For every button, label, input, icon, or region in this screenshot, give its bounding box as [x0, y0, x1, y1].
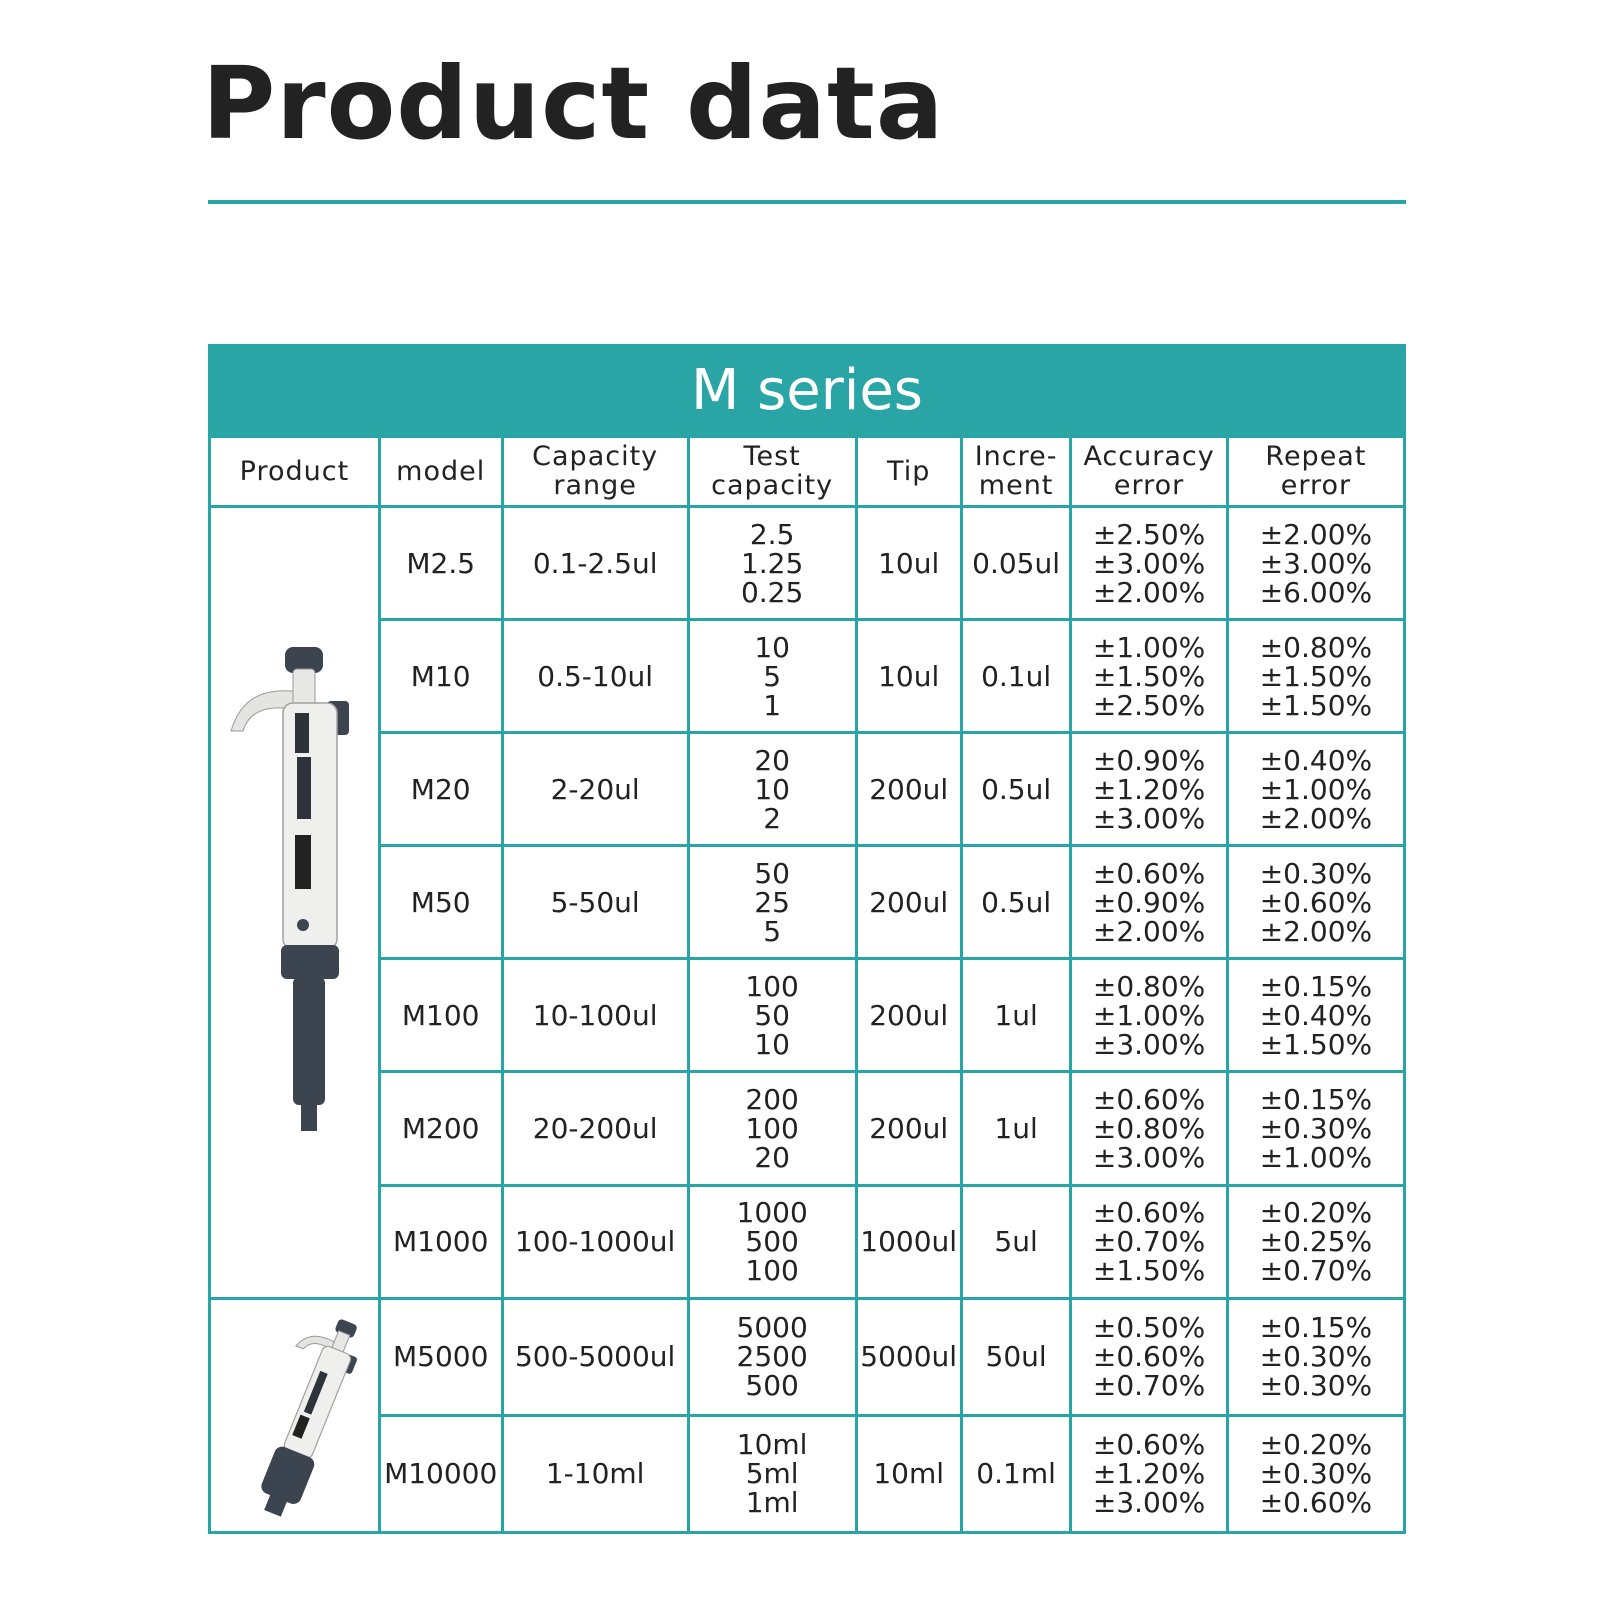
test-capacity-cell — [688, 620, 856, 733]
increment-cell: 5ul — [961, 1185, 1070, 1298]
capacity-range-cell: 20-200ul — [502, 1072, 688, 1185]
repeat-error-cell-value: ±0.15% — [1259, 1082, 1373, 1116]
repeat-error-cell-value: ±0.20% — [1259, 1428, 1373, 1462]
m-series-spec-table — [208, 344, 1406, 1534]
test-capacity-cell-value: 1ml — [745, 1486, 799, 1520]
accuracy-error-cell — [1071, 846, 1228, 959]
page-title: Product data — [202, 45, 945, 162]
repeat-error-cell — [1227, 1185, 1404, 1298]
repeat-error-cell-value: ±1.50% — [1259, 659, 1373, 693]
table-row — [210, 1298, 1405, 1415]
model-cell: M1000 — [379, 1185, 502, 1298]
test-capacity-cell — [688, 1415, 856, 1532]
accuracy-error-cell-value: ±0.60% — [1092, 1340, 1206, 1374]
tip-cell: 10ul — [856, 620, 961, 733]
repeat-error-cell-value: ±0.15% — [1259, 1311, 1373, 1345]
accuracy-error-cell-value: ±0.60% — [1092, 1082, 1206, 1116]
test-capacity-cell-value: 0.25 — [740, 575, 804, 609]
table-row — [210, 733, 1405, 846]
tip-cell: 10ml — [856, 1415, 961, 1532]
header-test-capacity-line: capacity — [711, 470, 834, 502]
tip-cell: 200ul — [856, 1072, 961, 1185]
table-row — [210, 959, 1405, 1072]
header-repeat-error-line: Repeat — [1265, 441, 1367, 473]
capacity-range-cell: 1-10ml — [502, 1415, 688, 1532]
test-capacity-cell-value: 1 — [763, 688, 782, 722]
repeat-error-cell-value: ±6.00% — [1259, 575, 1373, 609]
capacity-range-cell: 10-100ul — [502, 959, 688, 1072]
accuracy-error-cell-value: ±0.60% — [1092, 856, 1206, 890]
accuracy-error-cell-value: ±0.70% — [1092, 1225, 1206, 1259]
test-capacity-cell-value: 5000 — [736, 1311, 808, 1345]
increment-cell: 1ul — [961, 959, 1070, 1072]
capacity-range-cell: 0.5-10ul — [502, 620, 688, 733]
header-increment-line: Incre- — [974, 441, 1058, 473]
capacity-range-cell: 100-1000ul — [502, 1185, 688, 1298]
repeat-error-cell-value: ±0.60% — [1259, 1486, 1373, 1520]
test-capacity-cell-value: 500 — [745, 1225, 799, 1259]
test-capacity-cell-value: 200 — [745, 1082, 799, 1116]
test-capacity-cell-value: 5ml — [745, 1457, 799, 1491]
accuracy-error-cell-value: ±0.60% — [1092, 1428, 1206, 1462]
tip-cell: 200ul — [856, 959, 961, 1072]
repeat-error-cell-value: ±1.00% — [1259, 1140, 1373, 1174]
capacity-range-cell: 5-50ul — [502, 846, 688, 959]
table-row — [210, 1415, 1405, 1532]
accuracy-error-cell-value: ±1.50% — [1092, 659, 1206, 693]
accuracy-error-cell-value: ±0.90% — [1092, 743, 1206, 777]
test-capacity-cell-value: 2.5 — [749, 517, 795, 551]
test-capacity-cell-value: 5 — [763, 914, 782, 948]
accuracy-error-cell-value: ±0.50% — [1092, 1311, 1206, 1345]
title-divider — [208, 200, 1406, 204]
repeat-error-cell-value: ±0.40% — [1259, 998, 1373, 1032]
accuracy-error-cell-value: ±1.50% — [1092, 1254, 1206, 1288]
pipette-image — [219, 1302, 369, 1522]
test-capacity-cell-value: 25 — [754, 885, 790, 919]
tip-cell: 200ul — [856, 846, 961, 959]
repeat-error-cell — [1227, 506, 1404, 619]
accuracy-error-cell-value: ±0.70% — [1092, 1369, 1206, 1403]
table-row — [210, 506, 1405, 619]
pipette-image — [219, 639, 369, 1159]
capacity-range-cell: 2-20ul — [502, 733, 688, 846]
header-capacity-range-line: Capacity — [532, 441, 659, 473]
test-capacity-cell-value: 2500 — [736, 1340, 808, 1374]
repeat-error-cell-value: ±0.40% — [1259, 743, 1373, 777]
table-row — [210, 620, 1405, 733]
repeat-error-cell-value: ±1.00% — [1259, 772, 1373, 806]
accuracy-error-cell-value: ±0.80% — [1092, 1111, 1206, 1145]
header-accuracy-error-line: error — [1113, 470, 1185, 502]
test-capacity-cell — [688, 506, 856, 619]
model-cell: M10000 — [379, 1415, 502, 1532]
repeat-error-cell-value: ±0.70% — [1259, 1254, 1373, 1288]
increment-cell: 50ul — [961, 1298, 1070, 1415]
series-banner: M series — [210, 346, 1405, 437]
repeat-error-cell-value: ±0.60% — [1259, 885, 1373, 919]
test-capacity-cell-value: 100 — [745, 1254, 799, 1288]
repeat-error-cell-value: ±2.00% — [1259, 801, 1373, 835]
test-capacity-cell-value: 50 — [754, 998, 790, 1032]
repeat-error-cell-value: ±0.80% — [1259, 630, 1373, 664]
header-accuracy-error — [1071, 436, 1228, 506]
accuracy-error-cell-value: ±3.00% — [1092, 1027, 1206, 1061]
accuracy-error-cell — [1071, 1185, 1228, 1298]
accuracy-error-cell-value: ±0.80% — [1092, 969, 1206, 1003]
increment-cell: 0.5ul — [961, 846, 1070, 959]
accuracy-error-cell-value: ±2.50% — [1092, 688, 1206, 722]
accuracy-error-cell — [1071, 1072, 1228, 1185]
repeat-error-cell — [1227, 1072, 1404, 1185]
model-cell: M100 — [379, 959, 502, 1072]
test-capacity-cell-value: 10 — [754, 1027, 790, 1061]
model-cell: M10 — [379, 620, 502, 733]
tip-cell: 1000ul — [856, 1185, 961, 1298]
test-capacity-cell-value: 100 — [745, 1111, 799, 1145]
header-increment-line: ment — [978, 470, 1054, 502]
repeat-error-cell-value: ±1.50% — [1259, 1027, 1373, 1061]
table-row — [210, 1185, 1405, 1298]
header-capacity-range — [502, 436, 688, 506]
repeat-error-cell-value: ±2.00% — [1259, 914, 1373, 948]
accuracy-error-cell-value: ±1.00% — [1092, 630, 1206, 664]
test-capacity-cell — [688, 1185, 856, 1298]
accuracy-error-cell — [1071, 1298, 1228, 1415]
repeat-error-cell — [1227, 1415, 1404, 1532]
model-cell: M20 — [379, 733, 502, 846]
increment-cell: 0.1ml — [961, 1415, 1070, 1532]
test-capacity-cell-value: 1.25 — [740, 546, 804, 580]
header-test-capacity-line: Test — [743, 441, 801, 473]
repeat-error-cell-value: ±0.30% — [1259, 856, 1373, 890]
increment-cell: 0.05ul — [961, 506, 1070, 619]
accuracy-error-cell — [1071, 733, 1228, 846]
model-cell: M200 — [379, 1072, 502, 1185]
repeat-error-cell-value: ±2.00% — [1259, 517, 1373, 551]
header-test-capacity — [688, 436, 856, 506]
test-capacity-cell-value: 50 — [754, 856, 790, 890]
header-repeat-error-line: error — [1280, 470, 1352, 502]
test-capacity-cell — [688, 959, 856, 1072]
tip-cell: 10ul — [856, 506, 961, 619]
test-capacity-cell — [688, 1072, 856, 1185]
accuracy-error-cell-value: ±2.00% — [1092, 914, 1206, 948]
header-capacity-range-line: range — [553, 470, 637, 502]
repeat-error-cell-value: ±3.00% — [1259, 546, 1373, 580]
test-capacity-cell-value: 10 — [754, 630, 790, 664]
repeat-error-cell-value: ±0.30% — [1259, 1111, 1373, 1145]
model-cell: M5000 — [379, 1298, 502, 1415]
accuracy-error-cell — [1071, 1415, 1228, 1532]
test-capacity-cell-value: 1000 — [736, 1196, 808, 1230]
increment-cell: 0.1ul — [961, 620, 1070, 733]
test-capacity-cell-value: 5 — [763, 659, 782, 693]
accuracy-error-cell-value: ±3.00% — [1092, 1486, 1206, 1520]
repeat-error-cell-value: ±0.15% — [1259, 969, 1373, 1003]
repeat-error-cell — [1227, 1298, 1404, 1415]
accuracy-error-cell-value: ±1.20% — [1092, 1457, 1206, 1491]
accuracy-error-cell-value: ±1.20% — [1092, 772, 1206, 806]
accuracy-error-cell-value: ±0.60% — [1092, 1196, 1206, 1230]
accuracy-error-cell — [1071, 620, 1228, 733]
test-capacity-cell-value: 100 — [745, 969, 799, 1003]
test-capacity-cell-value: 10ml — [736, 1428, 808, 1462]
repeat-error-cell — [1227, 620, 1404, 733]
table-row — [210, 846, 1405, 959]
header-repeat-error — [1227, 436, 1404, 506]
capacity-range-cell: 0.1-2.5ul — [502, 506, 688, 619]
accuracy-error-cell-value: ±1.00% — [1092, 998, 1206, 1032]
repeat-error-cell — [1227, 733, 1404, 846]
accuracy-error-cell-value: ±0.90% — [1092, 885, 1206, 919]
repeat-error-cell — [1227, 959, 1404, 1072]
increment-cell: 1ul — [961, 1072, 1070, 1185]
repeat-error-cell-value: ±0.30% — [1259, 1369, 1373, 1403]
header-product: Product — [210, 436, 380, 506]
accuracy-error-cell — [1071, 506, 1228, 619]
accuracy-error-cell-value: ±2.00% — [1092, 575, 1206, 609]
test-capacity-cell-value: 20 — [754, 743, 790, 777]
product-image-cell — [210, 506, 380, 1298]
product-image-cell — [210, 1298, 380, 1532]
repeat-error-cell-value: ±0.30% — [1259, 1457, 1373, 1491]
test-capacity-cell — [688, 846, 856, 959]
table-row — [210, 1072, 1405, 1185]
accuracy-error-cell — [1071, 959, 1228, 1072]
header-increment — [961, 436, 1070, 506]
header-tip: Tip — [856, 436, 961, 506]
accuracy-error-cell-value: ±3.00% — [1092, 1140, 1206, 1174]
accuracy-error-cell-value: ±3.00% — [1092, 546, 1206, 580]
model-cell: M50 — [379, 846, 502, 959]
repeat-error-cell-value: ±0.20% — [1259, 1196, 1373, 1230]
accuracy-error-cell-value: ±2.50% — [1092, 517, 1206, 551]
test-capacity-cell-value: 2 — [763, 801, 782, 835]
tip-cell: 200ul — [856, 733, 961, 846]
table-header-row — [210, 436, 1405, 506]
header-accuracy-error-line: Accuracy — [1083, 441, 1215, 473]
test-capacity-cell — [688, 1298, 856, 1415]
increment-cell: 0.5ul — [961, 733, 1070, 846]
repeat-error-cell-value: ±0.30% — [1259, 1340, 1373, 1374]
capacity-range-cell: 500-5000ul — [502, 1298, 688, 1415]
test-capacity-cell-value: 500 — [745, 1369, 799, 1403]
test-capacity-cell — [688, 733, 856, 846]
repeat-error-cell-value: ±1.50% — [1259, 688, 1373, 722]
repeat-error-cell — [1227, 846, 1404, 959]
repeat-error-cell-value: ±0.25% — [1259, 1225, 1373, 1259]
test-capacity-cell-value: 20 — [754, 1140, 790, 1174]
header-model: model — [379, 436, 502, 506]
tip-cell: 5000ul — [856, 1298, 961, 1415]
model-cell: M2.5 — [379, 506, 502, 619]
test-capacity-cell-value: 10 — [754, 772, 790, 806]
accuracy-error-cell-value: ±3.00% — [1092, 801, 1206, 835]
